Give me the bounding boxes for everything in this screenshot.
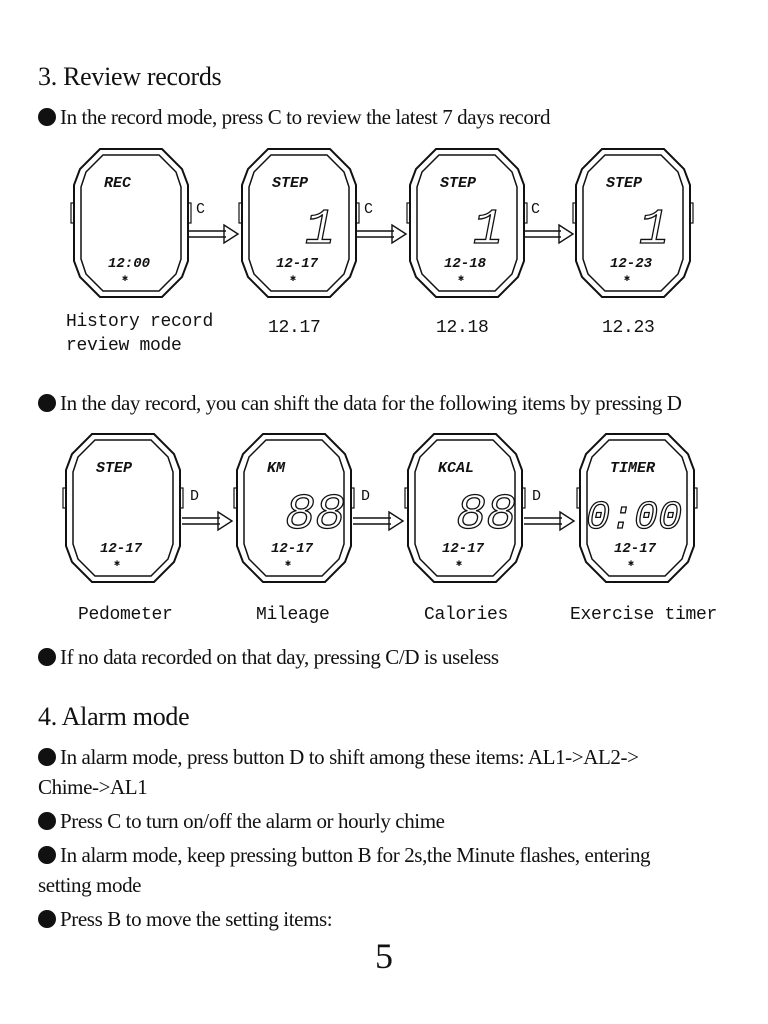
watch-mode-label: STEP xyxy=(440,175,477,192)
watch-indicator-icon: ✱ xyxy=(458,274,465,285)
watch-face-icon xyxy=(572,147,694,299)
bullet-dot-icon xyxy=(38,394,56,412)
caption-calories: Calories xyxy=(424,605,509,625)
bullet-dot-icon xyxy=(38,812,56,830)
watch-indicator-icon: ✱ xyxy=(456,559,463,570)
arrow-button-label: D xyxy=(532,488,542,505)
watch-date-readout: 12-17 xyxy=(614,541,657,557)
watch-date-readout: 12-23 xyxy=(610,256,653,272)
section-4-heading: 4. Alarm mode xyxy=(38,702,190,731)
bullet-alarm-toggle xyxy=(38,806,445,836)
right-arrow-icon xyxy=(351,492,405,532)
arrow-button-label: C xyxy=(364,201,374,218)
watch-segment-digits: 88 xyxy=(284,487,346,544)
watch-segment-digits: 88 xyxy=(455,487,517,544)
caption-date: 12.23 xyxy=(602,318,655,338)
watch-segment-digits: 0:00 xyxy=(585,496,683,541)
right-arrow-icon xyxy=(522,492,576,532)
watch-indicator-icon: ✱ xyxy=(122,274,129,285)
bullet-review-latest xyxy=(38,102,550,132)
watch-segment-digits: 1 xyxy=(472,202,504,259)
arrow xyxy=(354,201,408,245)
watch-mode-label: REC xyxy=(104,175,132,192)
bullet-text: In alarm mode, press button D to shift among these items: AL1->AL2-> xyxy=(60,745,639,769)
watch-segment-digits: 1 xyxy=(304,202,336,259)
bullet-dot-icon xyxy=(38,910,56,928)
watch-face-icon xyxy=(406,147,528,299)
bullet-dot-icon xyxy=(38,846,56,864)
watch-display xyxy=(572,147,694,299)
watch-date-readout: 12-18 xyxy=(444,256,487,272)
arrow xyxy=(522,488,576,532)
arrow xyxy=(186,201,240,245)
arrow-button-label: D xyxy=(361,488,371,505)
bullet-day-record xyxy=(38,388,682,418)
caption-mileage: Mileage xyxy=(256,605,330,625)
arrow xyxy=(521,201,575,245)
watch-segment-digits: 1 xyxy=(638,202,670,259)
caption-date: 12.17 xyxy=(268,318,321,338)
right-arrow-icon xyxy=(521,205,575,245)
arrow xyxy=(351,488,405,532)
bullet-text: If no data recorded on that day, pressing C/D is useless xyxy=(60,645,499,669)
bullet-dot-icon xyxy=(38,108,56,126)
watch-display xyxy=(576,432,698,584)
bullet-text: In the day record, you can shift the data for the following items by pressing D xyxy=(60,391,682,415)
review-records-diagram xyxy=(0,147,768,322)
watch-display xyxy=(233,432,355,584)
watch-date-readout: 12-17 xyxy=(100,541,143,557)
bullet-text-continued: Chime->AL1 xyxy=(38,775,148,799)
watch-indicator-icon: ✱ xyxy=(114,559,121,570)
arrow-button-label: C xyxy=(531,201,541,218)
right-arrow-icon xyxy=(180,492,234,532)
bullet-text: Press B to move the setting items: xyxy=(60,907,333,931)
bullet-no-data xyxy=(38,642,499,672)
right-arrow-icon xyxy=(186,205,240,245)
bullet-dot-icon xyxy=(38,748,56,766)
watch-mode-label: STEP xyxy=(272,175,309,192)
caption-history-record: History record review mode xyxy=(66,312,214,356)
arrow-button-label: D xyxy=(190,488,200,505)
watch-display xyxy=(70,147,192,299)
bullet-text: In alarm mode, keep pressing button B for 2s,the Minute flashes, entering xyxy=(60,843,651,867)
bullet-dot-icon xyxy=(38,648,56,666)
watch-mode-label: STEP xyxy=(96,460,133,477)
arrow xyxy=(180,488,234,532)
watch-face-icon xyxy=(404,432,526,584)
watch-date-readout: 12-17 xyxy=(276,256,319,272)
watch-mode-label: TIMER xyxy=(610,460,656,477)
watch-mode-label: KM xyxy=(267,460,286,477)
bullet-text: In the record mode, press C to review the latest 7 days record xyxy=(60,105,551,129)
watch-indicator-icon: ✱ xyxy=(624,274,631,285)
watch-indicator-icon: ✱ xyxy=(285,559,292,570)
watch-display xyxy=(238,147,360,299)
bullet-alarm-shift xyxy=(38,742,639,802)
watch-face-icon xyxy=(233,432,355,584)
bullet-text: Press C to turn on/off the alarm or hourly chime xyxy=(60,809,445,833)
watch-face-icon xyxy=(70,147,192,299)
watch-face-icon xyxy=(238,147,360,299)
bullet-text-continued: setting mode xyxy=(38,873,142,897)
page-number: 5 xyxy=(375,936,393,976)
watch-indicator-icon: ✱ xyxy=(628,559,635,570)
bullet-setting-items xyxy=(38,904,332,934)
watch-display xyxy=(404,432,526,584)
caption-exercise-timer: Exercise timer xyxy=(570,605,718,625)
watch-date-readout: 12-17 xyxy=(442,541,485,557)
watch-display xyxy=(406,147,528,299)
watch-mode-label: KCAL xyxy=(438,460,475,477)
section-3-heading: 3. Review records xyxy=(38,62,222,91)
watch-date-readout: 12-17 xyxy=(271,541,314,557)
watch-face-icon xyxy=(576,432,698,584)
caption-pedometer: Pedometer xyxy=(78,605,173,625)
right-arrow-icon xyxy=(354,205,408,245)
watch-indicator-icon: ✱ xyxy=(290,274,297,285)
watch-mode-label: STEP xyxy=(606,175,643,192)
watch-date-readout: 12:00 xyxy=(108,256,151,272)
watch-display xyxy=(62,432,184,584)
watch-face-icon xyxy=(62,432,184,584)
arrow-button-label: C xyxy=(196,201,206,218)
bullet-alarm-setting xyxy=(38,840,650,900)
caption-date: 12.18 xyxy=(436,318,489,338)
day-record-diagram xyxy=(0,432,768,607)
